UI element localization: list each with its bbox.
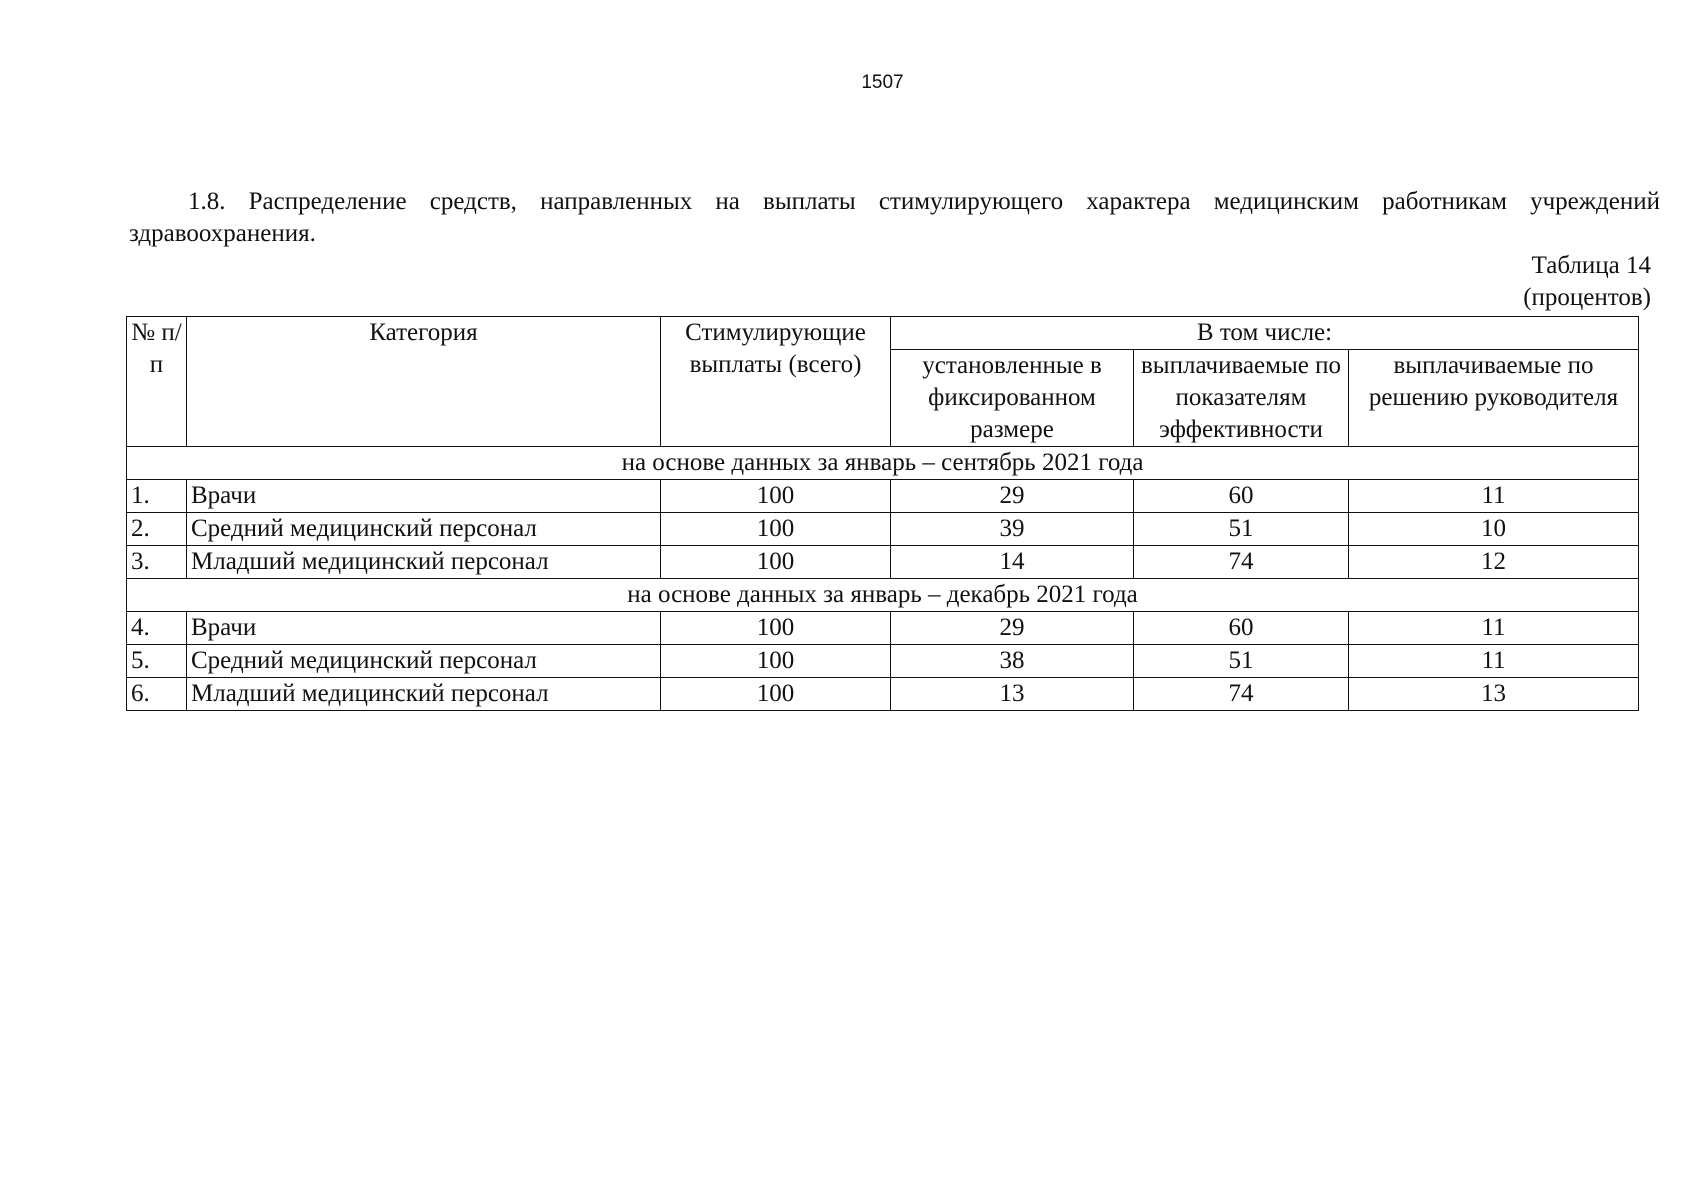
- cell-performance: 74: [1134, 546, 1349, 579]
- header-number: № п/п: [127, 317, 187, 447]
- section-row: [127, 447, 1639, 480]
- cell-total: 100: [661, 546, 891, 579]
- table-caption-unit: (процентов): [1523, 284, 1651, 311]
- table-caption: [1523, 250, 1651, 314]
- section-heading: 1.8. Распределение средств, направленных на выплаты стимулирующего характера медицинским работникам учреждений здравоохранения.: [129, 188, 1660, 247]
- cell-manager: 11: [1349, 612, 1639, 645]
- section-row: [127, 579, 1639, 612]
- cell-number: 1.: [127, 480, 187, 513]
- cell-fixed: 38: [891, 645, 1134, 678]
- section-title: на основе данных за январь – декабрь 2021 года: [127, 579, 1639, 612]
- cell-number: 4.: [127, 612, 187, 645]
- cell-category: Младший медицинский персонал: [187, 678, 661, 711]
- cell-performance: 51: [1134, 645, 1349, 678]
- cell-number: 3.: [127, 546, 187, 579]
- table-row: [127, 546, 1639, 579]
- cell-manager: 12: [1349, 546, 1639, 579]
- cell-total: 100: [661, 612, 891, 645]
- table-row: [127, 612, 1639, 645]
- cell-total: 100: [661, 513, 891, 546]
- header-total: Стимулирующие выплаты (всего): [661, 317, 891, 447]
- cell-fixed: 29: [891, 612, 1134, 645]
- section-title: на основе данных за январь – сентябрь 2021 года: [127, 447, 1639, 480]
- header-category: Категория: [187, 317, 661, 447]
- header-fixed: установленные в фиксированном размере: [891, 350, 1134, 447]
- cell-performance: 60: [1134, 612, 1349, 645]
- cell-manager: 11: [1349, 480, 1639, 513]
- header-group: В том числе:: [891, 317, 1639, 350]
- cell-number: 5.: [127, 645, 187, 678]
- cell-manager: 11: [1349, 645, 1639, 678]
- cell-performance: 74: [1134, 678, 1349, 711]
- header-manager: выплачиваемые по решению руководителя: [1349, 350, 1639, 447]
- cell-number: 6.: [127, 678, 187, 711]
- table-row: [127, 513, 1639, 546]
- cell-performance: 51: [1134, 513, 1349, 546]
- cell-fixed: 13: [891, 678, 1134, 711]
- cell-category: Врачи: [187, 612, 661, 645]
- cell-fixed: 39: [891, 513, 1134, 546]
- cell-total: 100: [661, 678, 891, 711]
- header-performance: выплачиваемые по показателям эффективности: [1134, 350, 1349, 447]
- cell-category: Средний медицинский персонал: [187, 645, 661, 678]
- cell-category: Младший медицинский персонал: [187, 546, 661, 579]
- table-row: [127, 678, 1639, 711]
- cell-fixed: 29: [891, 480, 1134, 513]
- cell-manager: 13: [1349, 678, 1639, 711]
- cell-total: 100: [661, 645, 891, 678]
- table-header: [127, 317, 1639, 447]
- cell-category: Врачи: [187, 480, 661, 513]
- cell-performance: 60: [1134, 480, 1349, 513]
- payments-table: [126, 316, 1639, 711]
- cell-number: 2.: [127, 513, 187, 546]
- table-row: [127, 645, 1639, 678]
- page-number: 1507: [861, 72, 904, 93]
- cell-total: 100: [661, 480, 891, 513]
- table-body: [127, 447, 1639, 711]
- cell-fixed: 14: [891, 546, 1134, 579]
- cell-manager: 10: [1349, 513, 1639, 546]
- cell-category: Средний медицинский персонал: [187, 513, 661, 546]
- header-row-top: [127, 317, 1639, 350]
- table-caption-label: Таблица 14: [1531, 252, 1651, 279]
- table-row: [127, 480, 1639, 513]
